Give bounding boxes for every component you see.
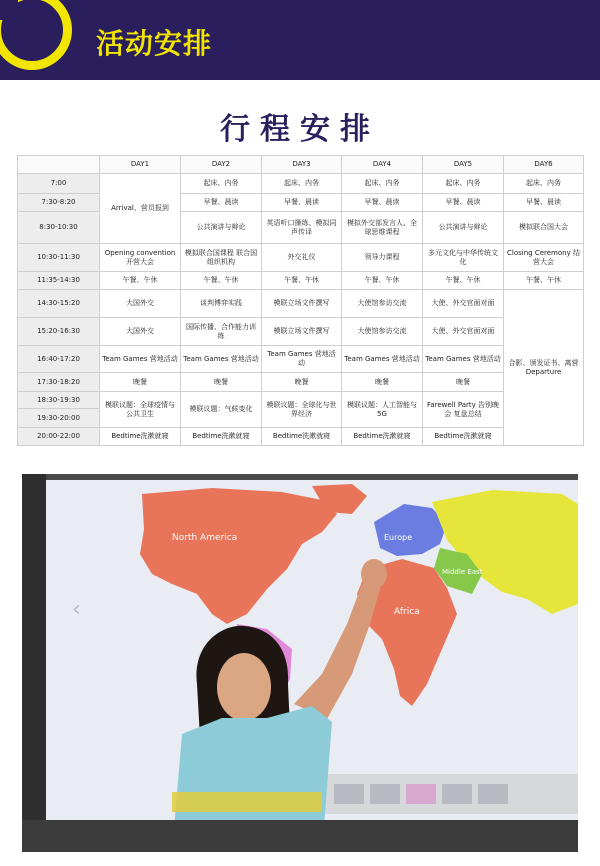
time-cell: 19:30-20:00 (18, 409, 100, 428)
schedule-cell: Bedtime洗漱就寝 (423, 428, 504, 446)
screen-edge (22, 474, 46, 852)
schedule-cell: 英语听口操练、模拟同声传译 (262, 212, 342, 244)
thumb (334, 784, 364, 804)
schedule-cell: Closing Ceremony 结营大会 (504, 244, 584, 272)
corner-cell (18, 156, 100, 174)
table-row (18, 174, 584, 194)
day-header: DAY1 (100, 156, 181, 174)
schedule-cell: 公共演讲与辩论 (181, 212, 262, 244)
schedule-cell: 午餐、午休 (262, 272, 342, 290)
schedule-cell: 早餐、晨读 (342, 194, 423, 212)
time-cell: 20:00-22:00 (18, 428, 100, 446)
student-hand (361, 559, 387, 589)
schedule-cell: Team Games 营地活动 (262, 346, 342, 373)
table-row (18, 346, 584, 373)
schedule-cell: 晚餐 (423, 373, 504, 392)
schedule-cell: 晚餐 (181, 373, 262, 392)
schedule-cell: 午餐、午休 (342, 272, 423, 290)
schedule-cell: Opening convention 开营大会 (100, 244, 181, 272)
schedule-cell: 大国外交 (100, 290, 181, 318)
schedule-cell: 模联议题：人工智能与5G (342, 392, 423, 428)
logo-notch (0, 0, 18, 20)
schedule-cell: 模联议题：气候变化 (181, 392, 262, 428)
header-title: 活动安排 (96, 27, 213, 60)
table-row (18, 290, 584, 318)
schedule-cell: Team Games 营地活动 (423, 346, 504, 373)
schedule-cell: 起床、内务 (423, 174, 504, 194)
schedule-cell: 午餐、午休 (504, 272, 584, 290)
schedule-cell: 午餐、午休 (100, 272, 181, 290)
schedule-cell: 外交礼仪 (262, 244, 342, 272)
schedule-cell: 起床、内务 (181, 174, 262, 194)
schedule-cell: 早餐、晨读 (181, 194, 262, 212)
schedule-cell: 合影、颁发证书、离营Departure (504, 290, 584, 446)
schedule-title: 行程安排 (220, 112, 380, 147)
schedule-cell: 起床、内务 (504, 174, 584, 194)
time-cell: 7:30-8:20 (18, 194, 100, 212)
schedule-table (17, 155, 584, 446)
chevron-left-icon: ‹ (72, 597, 81, 622)
schedule-cell: 晚餐 (342, 373, 423, 392)
table-row (18, 428, 584, 446)
table-row (18, 373, 584, 392)
day-header: DAY5 (423, 156, 504, 174)
schedule-cell: Bedtime洗漱就寝 (100, 428, 181, 446)
schedule-cell: 模联议题：全球疫情与公共卫生 (100, 392, 181, 428)
day-header: DAY3 (262, 156, 342, 174)
thumb (406, 784, 436, 804)
schedule-cell: 模联立场文件撰写 (262, 318, 342, 346)
table-row (18, 392, 584, 409)
schedule-cell: 午餐、午休 (423, 272, 504, 290)
table-header-row (18, 156, 584, 174)
schedule-cell: 起床、内务 (342, 174, 423, 194)
schedule-cell: Arrival、营员报到 (100, 174, 181, 244)
time-cell: 18:30-19:30 (18, 392, 100, 409)
label-north-america: North America (172, 533, 238, 543)
time-cell: 10:30-11:30 (18, 244, 100, 272)
schedule-cell: 模拟联合国课程 联合国组织机构 (181, 244, 262, 272)
schedule-cell: 早餐、晨读 (262, 194, 342, 212)
schedule-cell: 晚餐 (100, 373, 181, 392)
schedule-cell: 模拟外交部发言人、全球思维课程 (342, 212, 423, 244)
schedule-cell: 大使、外交官面对面 (423, 290, 504, 318)
schedule-cell: 大使馆参访交流 (342, 290, 423, 318)
time-cell: 16:40-17:20 (18, 346, 100, 373)
time-cell: 14:30-15:20 (18, 290, 100, 318)
schedule-cell: 模联议题：全球化与世界经济 (262, 392, 342, 428)
schedule-cell: 午餐、午休 (181, 272, 262, 290)
header-banner (0, 0, 600, 80)
shirt-stripe (172, 792, 322, 812)
schedule-cell: 国际传播、合作能力训练 (181, 318, 262, 346)
schedule-cell: 模联立场文件撰写 (262, 290, 342, 318)
thumb (442, 784, 472, 804)
time-cell: 8:30-10:30 (18, 212, 100, 244)
thumb (370, 784, 400, 804)
schedule-cell: Bedtime洗漱就寝 (342, 428, 423, 446)
day-header: DAY2 (181, 156, 262, 174)
schedule-cell: Bedtime洗漱就寝 (181, 428, 262, 446)
schedule-cell: 领导力课程 (342, 244, 423, 272)
day-header: DAY6 (504, 156, 584, 174)
table-row (18, 272, 584, 290)
time-cell: 11:35-14:30 (18, 272, 100, 290)
classroom-photo (22, 474, 578, 852)
label-europe: Europe (384, 533, 413, 542)
photo-illustration (22, 474, 578, 852)
schedule-cell: 大国外交 (100, 318, 181, 346)
label-middle-east: Middle East (442, 568, 483, 576)
schedule-cell: 早餐、晨读 (423, 194, 504, 212)
time-cell: 15:20-16:30 (18, 318, 100, 346)
schedule-cell: 早餐、晨读 (504, 194, 584, 212)
schedule-cell: Farewell Party 告别晚会 复盘总结 (423, 392, 504, 428)
schedule-cell: Team Games 营地活动 (100, 346, 181, 373)
time-cell: 17:30-18:20 (18, 373, 100, 392)
schedule-cell: 起床、内务 (262, 174, 342, 194)
student-face (217, 653, 271, 721)
label-africa: Africa (394, 607, 420, 617)
table-row (18, 244, 584, 272)
schedule-cell: Team Games 营地活动 (181, 346, 262, 373)
schedule-cell: 多元文化与中华传统文化 (423, 244, 504, 272)
schedule-cell: 大使、外交官面对面 (423, 318, 504, 346)
schedule-cell: 晚餐 (262, 373, 342, 392)
schedule-cell: 模拟联合国大会 (504, 212, 584, 244)
schedule-cell: 公共演讲与辩论 (423, 212, 504, 244)
schedule-cell: 大使馆参访交流 (342, 318, 423, 346)
thumb (478, 784, 508, 804)
floor (22, 820, 578, 852)
schedule-cell: Team Games 营地活动 (342, 346, 423, 373)
day-header: DAY4 (342, 156, 423, 174)
schedule-cell: 谈判博弈实践 (181, 290, 262, 318)
schedule-cell: Bedtime洗漱就寝 (262, 428, 342, 446)
time-cell: 7:00 (18, 174, 100, 194)
table-row (18, 318, 584, 346)
